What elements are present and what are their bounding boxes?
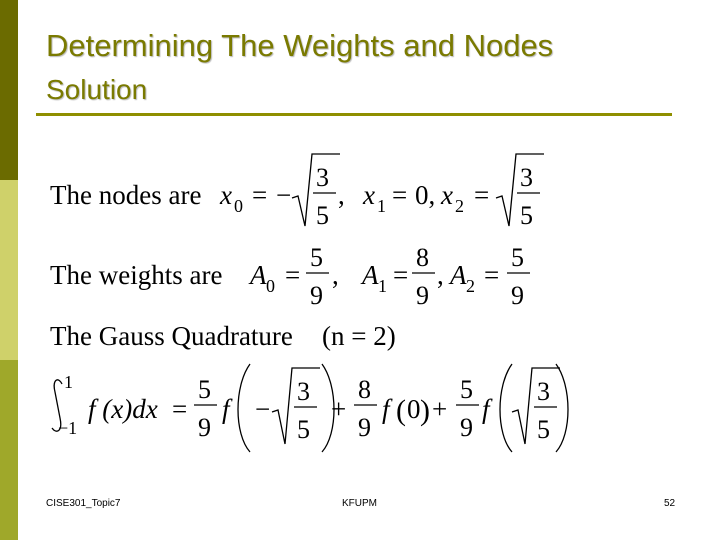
right-paren-term2 (556, 364, 568, 452)
footer-institution: KFUPM (342, 498, 377, 509)
x2-subscript: 2 (455, 196, 464, 216)
x0-subscript: 0 (234, 196, 243, 216)
x0-den: 5 (316, 201, 329, 230)
integrand: f (x)dx (88, 394, 158, 424)
quadrature-label: The Gauss Quadrature (50, 321, 293, 351)
x1-symbol: x (363, 180, 375, 210)
a2-num: 5 (511, 243, 524, 272)
term0-sqrt-den: 5 (297, 415, 310, 444)
a0-subscript: 0 (266, 276, 275, 296)
equals-sign-a0: = (285, 260, 301, 290)
x0-symbol: x (220, 180, 232, 210)
term0-num: 5 (198, 375, 211, 404)
equals-sign-x0: = (252, 180, 268, 210)
equals-sign-formula: = (172, 394, 188, 424)
left-paren-term0 (238, 364, 250, 452)
minus-sign-term0: − (255, 394, 271, 424)
quadrature-paren: (n = 2) (322, 321, 396, 351)
right-paren-term1: ) (420, 394, 430, 427)
a2-symbol: A (450, 260, 467, 290)
a1-den: 9 (416, 281, 429, 310)
plus-sign-2: + (432, 394, 448, 424)
left-paren-term2 (500, 364, 512, 452)
term0-f: f (222, 394, 230, 424)
plus-sign-1: + (331, 394, 347, 424)
nodes-label: The nodes are (50, 180, 202, 210)
x1-value: 0, (415, 180, 436, 210)
equals-sign-a1: = (393, 260, 409, 290)
slide-title: Determining The Weights and Nodes (46, 28, 554, 63)
equals-sign-x1: = (392, 180, 408, 210)
a2-den: 9 (511, 281, 524, 310)
a2-subscript: 2 (466, 276, 475, 296)
sqrt-sign-term0 (272, 368, 320, 444)
a0-symbol: A (250, 260, 267, 290)
sqrt-sign-term2 (512, 368, 560, 444)
quadrature-line (50, 321, 396, 351)
quadrature-formula (52, 364, 568, 452)
term0-den: 9 (198, 413, 211, 442)
x2-symbol: x (441, 180, 453, 210)
term1-num: 8 (358, 375, 371, 404)
a0-num: 5 (310, 243, 323, 272)
nodes-line (50, 154, 544, 230)
term1-arg: 0 (407, 394, 421, 424)
slide-subtitle: Solution (46, 74, 148, 105)
term2-sqrt-num: 3 (537, 377, 550, 406)
equals-sign-x2: = (474, 180, 490, 210)
a0-den: 9 (310, 281, 323, 310)
term2-f: f (482, 394, 490, 424)
term0-sqrt-num: 3 (297, 377, 310, 406)
left-paren-term1: ( (396, 394, 406, 427)
term1-f: f (382, 394, 390, 424)
weights-line (50, 243, 530, 310)
x2-den: 5 (520, 201, 533, 230)
comma-a0: , (332, 260, 339, 290)
integral-upper-limit: 1 (64, 372, 73, 392)
minus-sign-x0: − (276, 180, 292, 210)
comma-x0: , (338, 180, 345, 210)
weights-label: The weights are (50, 260, 223, 290)
equals-sign-a2: = (484, 260, 500, 290)
footer-course: CISE301_Topic7 (46, 498, 121, 509)
a1-symbol: A (362, 260, 379, 290)
integral-lower-limit: −1 (58, 418, 78, 438)
term1-den: 9 (358, 413, 371, 442)
term2-sqrt-den: 5 (537, 415, 550, 444)
x0-num: 3 (316, 163, 329, 192)
comma-a1: , (437, 260, 444, 290)
term2-num: 5 (460, 375, 473, 404)
x2-num: 3 (520, 163, 533, 192)
x1-subscript: 1 (377, 196, 386, 216)
term2-den: 9 (460, 413, 473, 442)
slide-number: 52 (664, 498, 676, 509)
a1-subscript: 1 (378, 276, 387, 296)
a1-num: 8 (416, 243, 429, 272)
